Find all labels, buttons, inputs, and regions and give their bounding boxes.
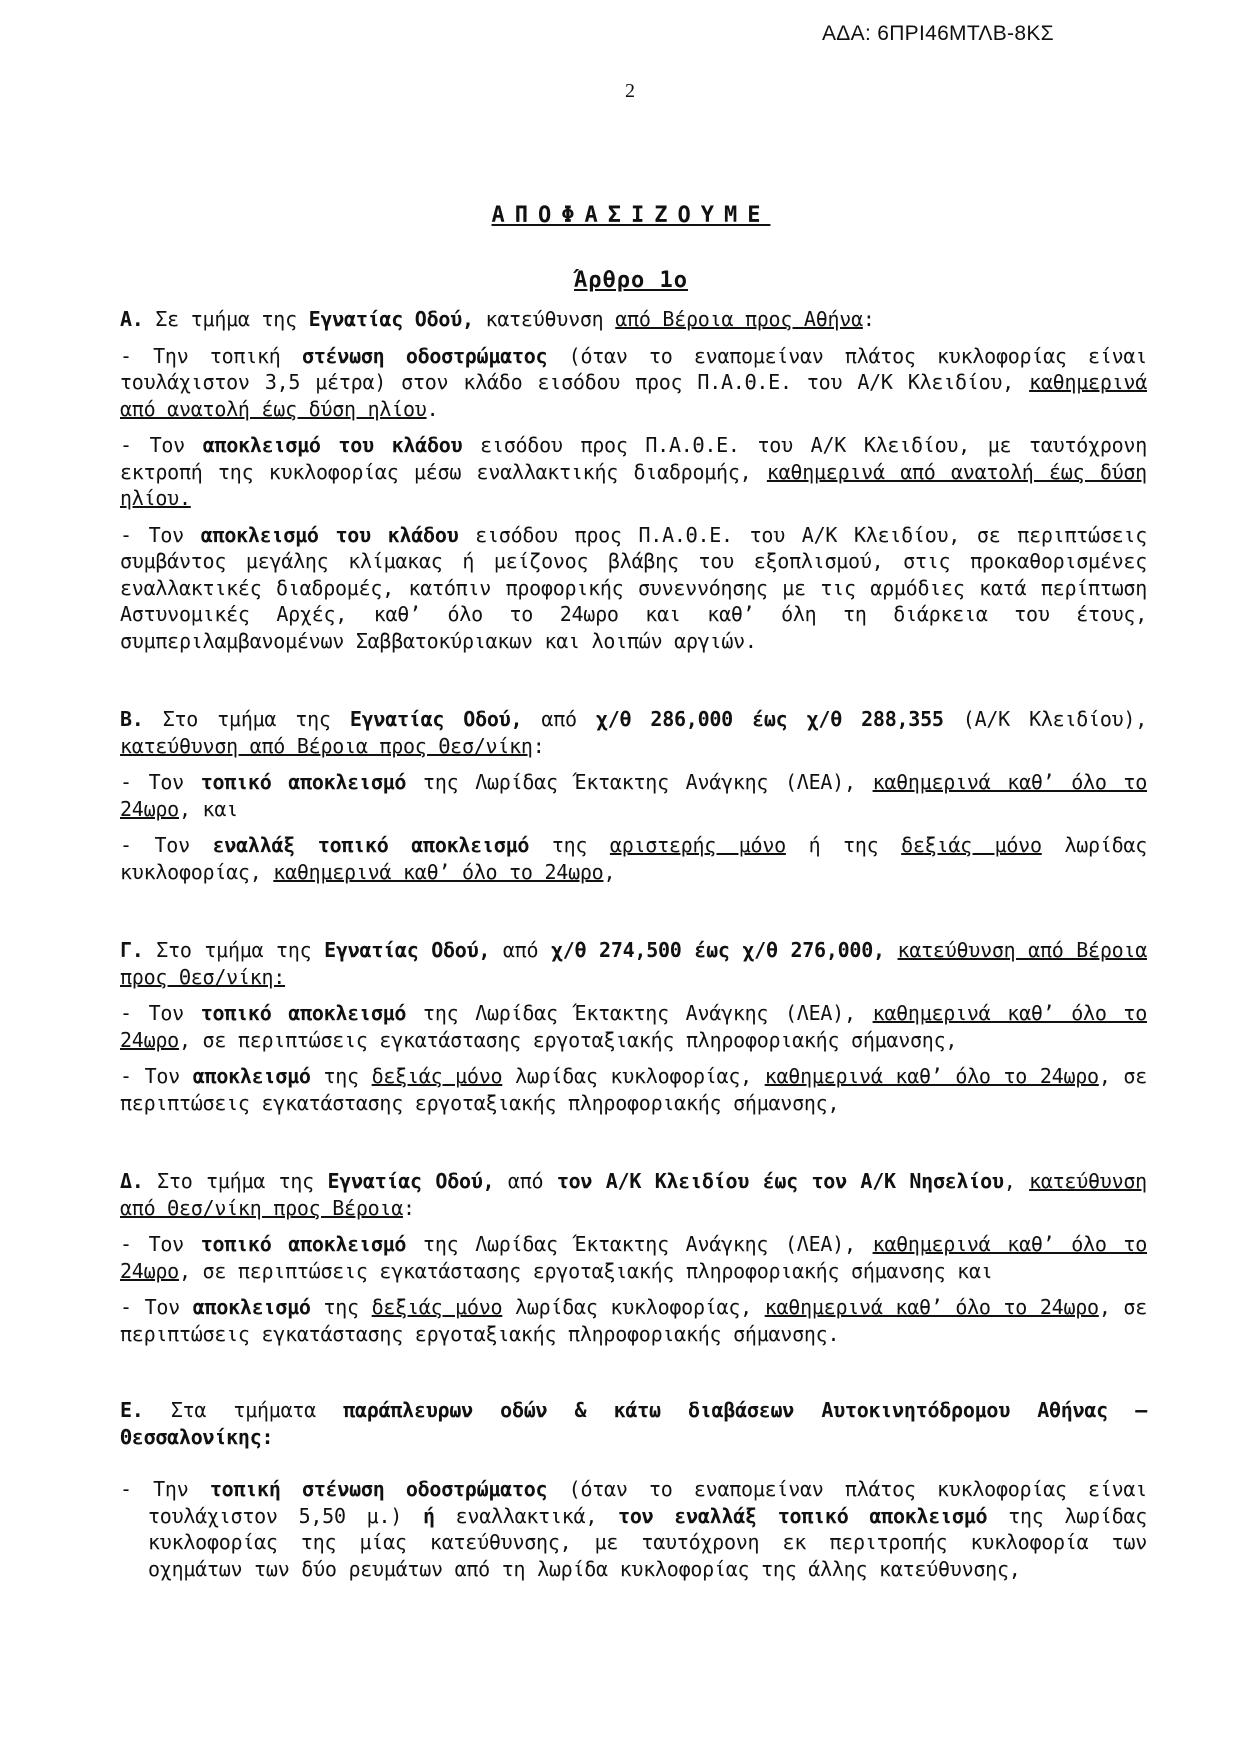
chainage-range: χ/θ 286,000 έως χ/θ 288,355 xyxy=(595,707,944,731)
section-a-item-3 xyxy=(120,522,1147,655)
text: εισόδου προς Π.Α.Θ.Ε. του Α/Κ Κλειδίου, σε περιπτώσεις συμβάντος μεγάλης κλίμακας ή μείζονος βλάβης του εξοπλισμού, στις προκαθορισμένες εναλλακτικές διαδρομές, κατόπιν προφορικής συνεννόησης με τις αρμόδιες κατά περίπτωση Αστυνομικές Αρχές, καθ’ όλο το 24ωρο και καθ’ όλη τη διάρκεια του έτους, συμπεριλαμβανομένων Σαββατοκύριακων και λοιπών αργιών. xyxy=(120,522,1147,653)
road-name: Εγνατίας Οδού, xyxy=(327,1169,495,1193)
text: - Τον xyxy=(120,522,201,547)
section-c-letter: Γ. xyxy=(120,938,144,962)
direction: κατεύθυνση από Θεσ/νίκη προς Βέροια xyxy=(120,1169,1147,1220)
text: εναλλακτικά, xyxy=(434,1503,619,1528)
section-a-letter: Α. xyxy=(120,307,144,331)
text: , σε περιπτώσεις εγκατάστασης εργοταξιακής πληροφοριακής σήμανσης, xyxy=(178,1027,958,1052)
section-e-item-1 xyxy=(120,1476,1147,1582)
decision-heading: ΑΠΟΦΑΣΙΖΟΥΜΕ xyxy=(491,203,771,228)
spacer xyxy=(120,664,1147,706)
ada-code: ΑΔΑ: 6ΠΡΙ46ΜΤΛΒ-8ΚΣ xyxy=(822,22,1054,45)
underlined-text: καθημερινά καθ’ όλο το 24ωρο xyxy=(120,770,1147,821)
text: , xyxy=(603,859,616,884)
text: - Τον xyxy=(120,1232,201,1256)
bold-text: παράπλευρων οδών & κάτω διαβάσεων Αυτοκινητόδρομου Αθήνας – Θεσσαλονίκης: xyxy=(120,1398,1147,1449)
text: κατεύθυνση xyxy=(473,307,616,331)
interchange-range: τον Α/Κ Κλειδίου έως τον Α/Κ Νησελίου xyxy=(556,1169,1004,1193)
text: της xyxy=(529,833,610,857)
page-number: 2 xyxy=(625,80,635,102)
bold-text: τον εναλλάξ τοπικό αποκλεισμό xyxy=(618,1503,988,1528)
text: λωρίδας κυκλοφορίας, xyxy=(502,1295,765,1319)
bold-text: τοπικό αποκλεισμό xyxy=(200,1001,407,1025)
section-c-item-1 xyxy=(120,1000,1147,1053)
text: της Λωρίδας Έκτακτης Ανάγκης (ΛΕΑ), xyxy=(406,1232,873,1256)
spacer xyxy=(120,1126,1147,1168)
text: , σε περιπτώσεις εγκατάστασης εργοταξιακής πληροφοριακής σήμανσης. xyxy=(120,1295,1147,1346)
text: , xyxy=(1003,1169,1030,1193)
section-e-letter: Ε. xyxy=(120,1398,144,1422)
bold-text: στένωση οδοστρώματος xyxy=(301,343,548,368)
text: - Τον xyxy=(120,1064,193,1088)
text: από xyxy=(490,938,551,962)
road-name: Εγνατίας Οδού, xyxy=(324,938,491,962)
section-b-item-1 xyxy=(120,769,1147,822)
bold-text: αποκλεισμό xyxy=(192,1064,311,1088)
text: (όταν το εναπομείναν πλάτος κυκλοφορίας είναι τουλάχιστον 3,5 μέτρα) στον κλάδο εισόδου προς Π.Α.Θ.Ε. του Α/Κ Κλειδίου, xyxy=(120,343,1147,394)
bold-text: αποκλεισμό του κλάδου xyxy=(200,522,459,547)
text: της λωρίδας κυκλοφορίας της μίας κατεύθυνσης, με ταυτόχρονη εκ περιτροπής κυκλοφορία των οχημάτων των δύο ρευμάτων από τη λωρίδα κυκλοφορίας της άλλης κατεύθυνσης, xyxy=(148,1503,1147,1581)
text: της xyxy=(310,1064,372,1088)
bold-text: τοπική στένωση οδοστρώματος xyxy=(209,1477,548,1501)
text: - Τον xyxy=(120,433,203,457)
underlined-text: καθημερινά από ανατολή έως δύση ηλίου. xyxy=(120,459,1147,510)
underlined-text: καθημερινά καθ’ όλο το 24ωρο xyxy=(764,1064,1099,1088)
text xyxy=(885,938,898,962)
direction: κατεύθυνση από Βέροια προς Θεσ/νίκη xyxy=(120,733,533,758)
bold-text: αποκλεισμό xyxy=(192,1295,311,1319)
text: από xyxy=(494,1169,557,1193)
text: από xyxy=(522,707,596,731)
direction: κατεύθυνση από Βέροια προς Θεσ/νίκη: xyxy=(120,938,1147,989)
text: της Λωρίδας Έκτακτης Ανάγκης (ΛΕΑ), xyxy=(406,770,873,794)
underlined-text: δεξιάς μόνο xyxy=(901,833,1042,857)
section-d-item-1 xyxy=(120,1231,1147,1284)
text: - Τον xyxy=(120,833,213,857)
text: της Λωρίδας Έκτακτης Ανάγκης (ΛΕΑ), xyxy=(406,1001,873,1025)
bold-text: τοπικό αποκλεισμό xyxy=(200,770,407,794)
underlined-text: αριστερής μόνο xyxy=(609,833,786,857)
text: Σε τμήμα της xyxy=(143,307,309,331)
text: , σε περιπτώσεις εγκατάστασης εργοταξιακής πληροφοριακής σήμανσης και xyxy=(178,1258,993,1283)
road-name: Εγνατίας Οδού, xyxy=(308,307,474,331)
section-c-title xyxy=(120,937,1147,990)
text: . xyxy=(426,396,439,421)
underlined-text: καθημερινά καθ’ όλο το 24ωρο xyxy=(120,1001,1147,1052)
underlined-text: καθημερινά καθ’ όλο το 24ωρο xyxy=(273,859,604,884)
section-a-item-1 xyxy=(120,343,1147,423)
text: , σε περιπτώσεις εγκατάστασης εργοταξιακής πληροφοριακής σήμανσης, xyxy=(120,1064,1147,1115)
text: - Την xyxy=(120,1477,210,1501)
text: , και xyxy=(178,796,238,821)
text: της xyxy=(310,1295,372,1319)
document-body xyxy=(120,306,1147,1592)
section-d-title xyxy=(120,1168,1147,1221)
text: - Την τοπική xyxy=(120,343,302,368)
section-b-letter: Β. xyxy=(120,707,144,731)
text: εισόδου προς Π.Α.Θ.Ε. του Α/Κ Κλειδίου, με ταυτόχρονη εκτροπή της κυκλοφορίας μέσω εναλλακτικής διαδρομής, xyxy=(120,433,1147,484)
section-a-title xyxy=(120,306,1147,333)
underlined-text: καθημερινά καθ’ όλο το 24ωρο xyxy=(120,1232,1147,1283)
text: : xyxy=(862,307,875,331)
section-b-item-2 xyxy=(120,832,1147,885)
section-c-item-2 xyxy=(120,1063,1147,1116)
section-a-item-2 xyxy=(120,432,1147,512)
text: (όταν το εναπομείναν πλάτος κυκλοφορίας είναι τουλάχιστον 5,50 μ.) xyxy=(148,1477,1148,1528)
bold-text: αποκλεισμό του κλάδου xyxy=(202,433,463,457)
section-d-item-2 xyxy=(120,1294,1147,1347)
text: : xyxy=(532,733,545,758)
underlined-text: δεξιάς μόνο xyxy=(371,1064,503,1088)
text: Στο τμήμα της xyxy=(143,707,350,731)
bold-text: τοπικό αποκλεισμό xyxy=(200,1232,407,1256)
underlined-text: καθημερινά καθ’ όλο το 24ωρο xyxy=(764,1295,1099,1319)
direction: από Βέροια προς Αθήνα xyxy=(615,307,863,331)
text: Στο τμήμα της xyxy=(143,1169,328,1193)
chainage-range: χ/θ 274,500 έως χ/θ 276,000, xyxy=(550,938,885,962)
section-b-title xyxy=(120,706,1147,759)
section-e-title xyxy=(120,1397,1147,1450)
text: - Τον xyxy=(120,1001,201,1025)
text: λωρίδας κυκλοφορίας, xyxy=(502,1064,765,1088)
text: Στα τμήματα xyxy=(143,1398,344,1422)
section-d-letter: Δ. xyxy=(120,1169,144,1193)
text: ή της xyxy=(785,833,902,857)
text: - Τον xyxy=(120,770,201,794)
road-name: Εγνατίας Οδού, xyxy=(349,707,523,731)
text: λωρίδας κυκλοφορίας, xyxy=(120,833,1147,884)
text: Στο τμήμα της xyxy=(143,938,325,962)
spacer xyxy=(120,1357,1147,1397)
text: (Α/Κ Κλειδίου), xyxy=(943,707,1147,731)
bold-text: εναλλάξ τοπικό αποκλεισμό xyxy=(212,833,530,857)
text: : xyxy=(402,1195,415,1220)
underlined-text: δεξιάς μόνο xyxy=(371,1295,503,1319)
article-title: Άρθρο 1ο xyxy=(574,268,688,293)
text: - Τον xyxy=(120,1295,193,1319)
spacer xyxy=(120,895,1147,937)
bold-text: ή xyxy=(422,1503,435,1528)
underlined-text: καθημερινά από ανατολή έως δύση ηλίου xyxy=(120,370,1147,421)
